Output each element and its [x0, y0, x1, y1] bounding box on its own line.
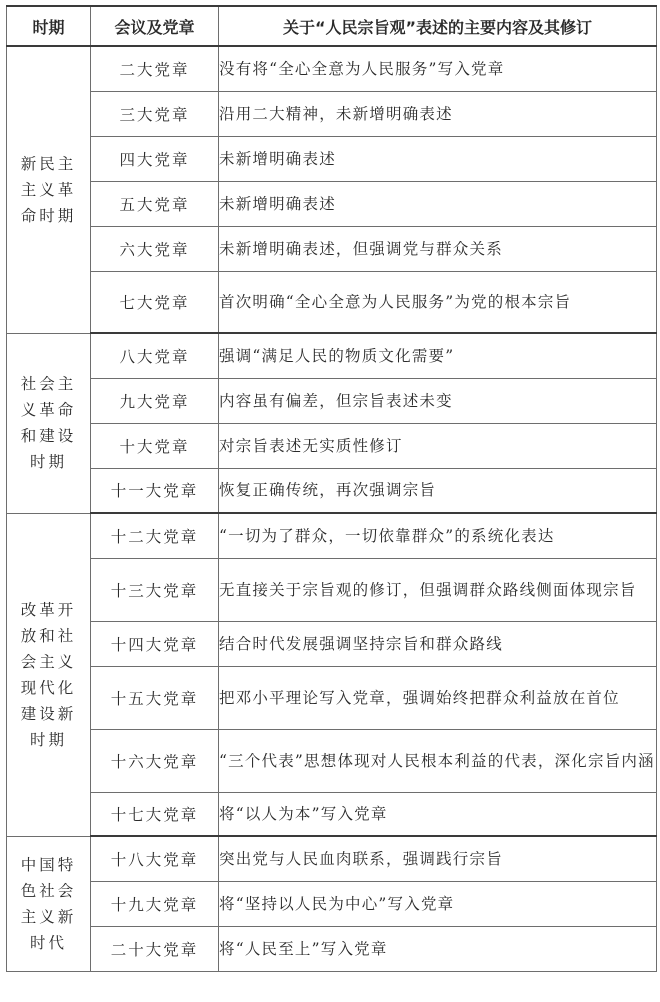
meeting-cell: 十二大党章 — [91, 513, 219, 558]
table-row — [7, 226, 657, 271]
table-row — [7, 423, 657, 468]
content-cell: 将“以人为本”写入党章 — [219, 792, 657, 836]
meeting-cell: 十一大党章 — [91, 468, 219, 513]
period-line: 义革命 — [20, 401, 77, 419]
content-cell: 首次明确“全心全意为人民服务”为党的根本宗旨 — [219, 271, 657, 333]
content-cell: 未新增明确表述 — [219, 181, 657, 226]
header-row — [7, 6, 657, 46]
meeting-cell: 十三大党章 — [91, 558, 219, 621]
table-row — [7, 729, 657, 792]
meeting-cell: 五大党章 — [91, 181, 219, 226]
meeting-cell: 十九大党章 — [91, 881, 219, 926]
content-cell: 无直接关于宗旨观的修订，但强调群众路线侧面体现宗旨 — [219, 558, 657, 621]
content-cell: 将“坚持以人民为中心”写入党章 — [219, 881, 657, 926]
content-cell: 恢复正确传统，再次强调宗旨 — [219, 468, 657, 513]
period-line: 时代 — [29, 933, 67, 952]
period-line: 新民主 — [20, 154, 77, 173]
table-row — [7, 46, 657, 91]
meeting-cell: 十八大党章 — [91, 836, 219, 881]
period-line: 命时期 — [20, 206, 77, 225]
table-row — [7, 136, 657, 181]
header-period: 时期 — [7, 6, 91, 46]
period-cell — [7, 46, 91, 333]
table-row — [7, 621, 657, 666]
period-cell — [7, 836, 91, 971]
content-cell: 未新增明确表述 — [219, 136, 657, 181]
content-cell: 结合时代发展强调坚持宗旨和群众路线 — [219, 621, 657, 666]
content-cell: 将“人民至上”写入党章 — [219, 926, 657, 971]
period-line: 中国特 — [20, 855, 77, 874]
content-cell: “一切为了群众，一切依靠群众”的系统化表达 — [219, 513, 657, 558]
table-row — [7, 181, 657, 226]
meeting-cell: 八大党章 — [91, 333, 219, 378]
table-body — [7, 46, 657, 971]
period-line: 主义革 — [20, 180, 77, 199]
meeting-cell: 九大党章 — [91, 378, 219, 423]
content-cell: 强调“满足人民的物质文化需要” — [219, 333, 657, 378]
table-row — [7, 468, 657, 513]
meeting-cell: 四大党章 — [91, 136, 219, 181]
table-row — [7, 926, 657, 971]
period-line: 时期 — [29, 730, 67, 749]
period-cell — [7, 333, 91, 513]
period-line: 时期 — [29, 453, 67, 471]
content-cell: 把邓小平理论写入党章，强调始终把群众利益放在首位 — [219, 666, 657, 729]
period-cell — [7, 513, 91, 836]
content-cell: 未新增明确表述，但强调党与群众关系 — [219, 226, 657, 271]
party-constitution-table — [6, 5, 657, 972]
table-row — [7, 881, 657, 926]
period-line: 改革开 — [20, 600, 77, 619]
header-meeting: 会议及党章 — [91, 6, 219, 46]
period-line: 社会主 — [20, 375, 77, 393]
period-line: 现代化 — [20, 678, 77, 697]
table-row — [7, 666, 657, 729]
content-cell: 没有将“全心全意为人民服务”写入党章 — [219, 46, 657, 91]
table-row — [7, 333, 657, 378]
table-row — [7, 836, 657, 881]
content-cell: “三个代表”思想体现对人民根本利益的代表，深化宗旨内涵 — [219, 729, 657, 792]
content-cell: 沿用二大精神，未新增明确表述 — [219, 91, 657, 136]
period-line: 会主义 — [20, 652, 77, 671]
table-header — [7, 6, 657, 46]
meeting-cell: 十大党章 — [91, 423, 219, 468]
period-line: 放和社 — [20, 626, 77, 645]
meeting-cell: 十七大党章 — [91, 792, 219, 836]
table-row — [7, 792, 657, 836]
period-line: 和建设 — [20, 427, 77, 445]
meeting-cell: 十五大党章 — [91, 666, 219, 729]
period-line: 主义新 — [20, 907, 77, 926]
meeting-cell: 三大党章 — [91, 91, 219, 136]
table-row — [7, 378, 657, 423]
meeting-cell: 十四大党章 — [91, 621, 219, 666]
header-content: 关于“人民宗旨观”表述的主要内容及其修订 — [219, 6, 657, 46]
period-line: 建设新 — [20, 704, 77, 723]
content-cell: 内容虽有偏差，但宗旨表述未变 — [219, 378, 657, 423]
table-row — [7, 558, 657, 621]
meeting-cell: 二大党章 — [91, 46, 219, 91]
meeting-cell: 十六大党章 — [91, 729, 219, 792]
content-cell: 突出党与人民血肉联系，强调践行宗旨 — [219, 836, 657, 881]
table-row — [7, 271, 657, 333]
table-row — [7, 513, 657, 558]
meeting-cell: 二十大党章 — [91, 926, 219, 971]
content-cell: 对宗旨表述无实质性修订 — [219, 423, 657, 468]
period-line: 色社会 — [20, 881, 77, 900]
meeting-cell: 六大党章 — [91, 226, 219, 271]
meeting-cell: 七大党章 — [91, 271, 219, 333]
table-row — [7, 91, 657, 136]
